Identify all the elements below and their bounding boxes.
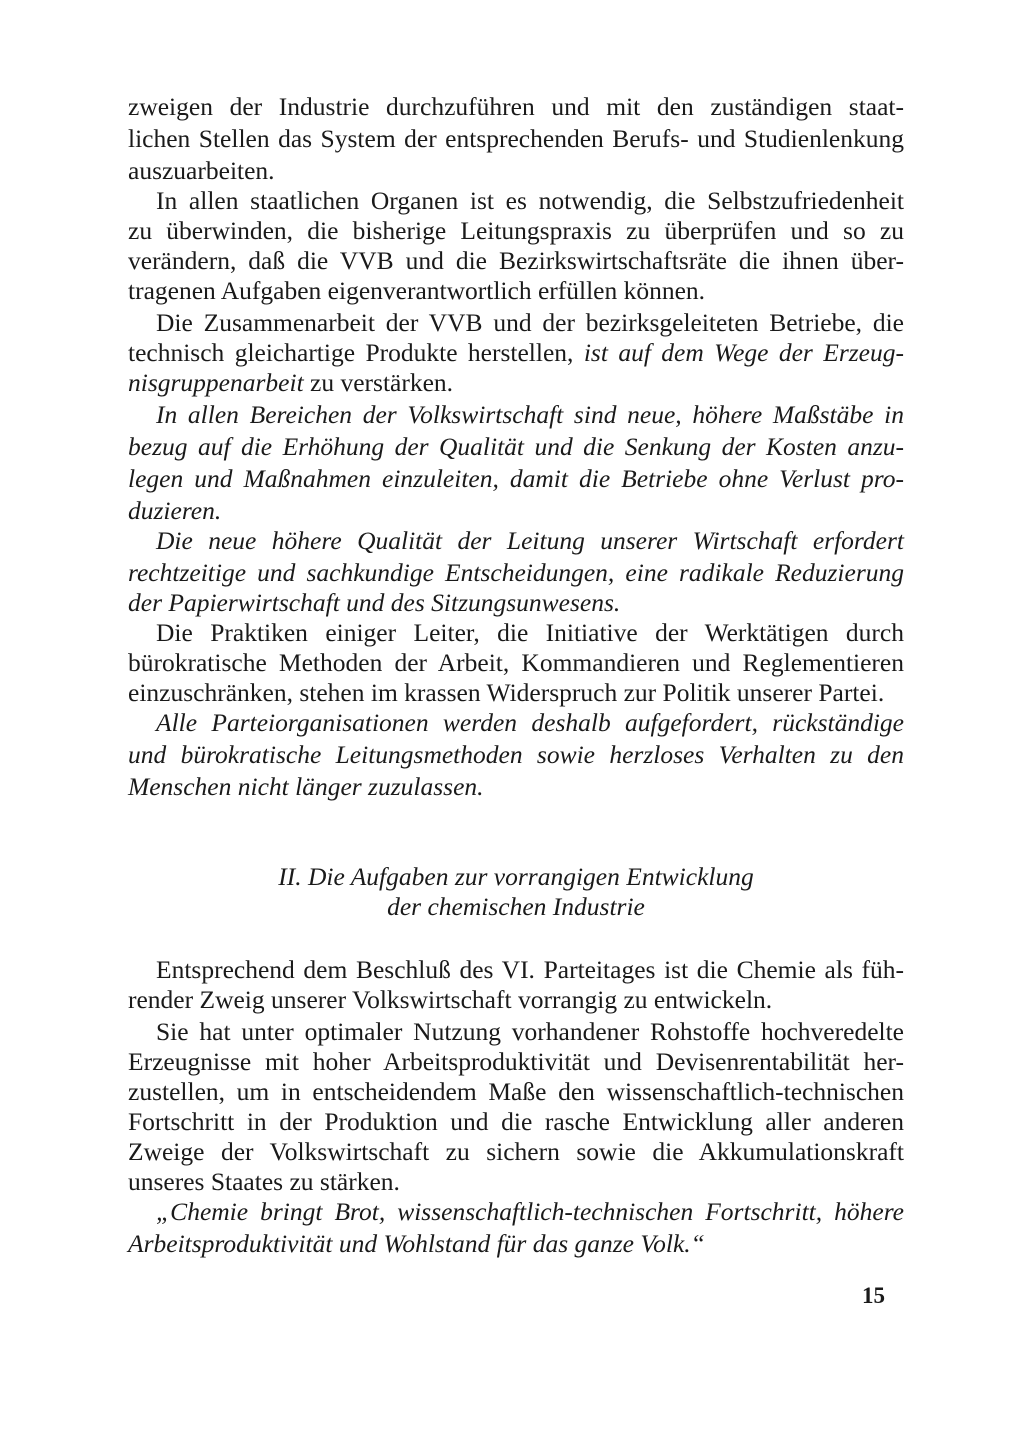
text-line: Die Zusammenarbeit der VVB und der bezirksgeleiteten Betriebe, die: [156, 308, 904, 337]
text-line: Entsprechend dem Beschluß des VI. Parteitages ist die Chemie als füh-: [156, 955, 904, 984]
text-line: bürokratische Methoden der Arbeit, Kommandieren und Reglementieren: [128, 648, 904, 677]
text-line: verändern, daß die VVB und die Bezirkswirtschaftsräte die ihnen über-: [128, 246, 904, 275]
text-line: duzieren.: [128, 496, 222, 525]
text-line: zu überwinden, die bisherige Leitungspraxis zu überprüfen und so zu: [128, 216, 904, 245]
emphasized-text: nisgruppenarbeit: [128, 368, 304, 397]
text-line: Zweige der Volkswirtschaft zu sichern sowie die Akkumulationskraft: [128, 1137, 904, 1166]
text-line: Alle Parteiorganisationen werden deshalb aufgefordert, rückständige: [156, 708, 904, 737]
text-line: bezug auf die Erhöhung der Qualität und die Senkung der Kosten anzu-: [128, 432, 904, 461]
text-segment: zu verstärken.: [303, 368, 454, 397]
text-line: Die neue höhere Qualität der Leitung unserer Wirtschaft erfordert: [156, 526, 904, 555]
emphasized-text: ist auf dem Wege der Erzeug-: [583, 338, 904, 367]
text-line: In allen Bereichen der Volkswirtschaft sind neue, höhere Maßstäbe in: [156, 400, 904, 429]
text-line: legen und Maßnahmen einzuleiten, damit die Betriebe ohne Verlust pro-: [128, 464, 904, 493]
text-line: unseres Staates zu stärken.: [128, 1167, 400, 1196]
text-line: Sie hat unter optimaler Nutzung vorhandener Rohstoffe hochveredelte: [156, 1017, 904, 1046]
text-line: Menschen nicht länger zuzulassen.: [128, 772, 484, 801]
text-segment: technisch gleichartige Produkte herstellen,: [128, 338, 584, 367]
text-line: [128, 338, 904, 368]
text-line: Die Praktiken einiger Leiter, die Initiative der Werktätigen durch: [156, 618, 904, 647]
text-line: einzuschränken, stehen im krassen Widerspruch zur Politik unserer Partei.: [128, 678, 885, 707]
page-number: 15: [862, 1283, 885, 1308]
text-line: lichen Stellen das System der entsprechenden Berufs- und Studienlenkung: [128, 124, 904, 153]
text-line: zustellen, um in entscheidendem Maße den wissenschaftlich-technischen: [128, 1077, 904, 1106]
quote-line: „Chemie bringt Brot, wissenschaftlich-technischen Fortschritt, höhere: [156, 1197, 904, 1226]
quote-line: Arbeitsproduktivität und Wohlstand für das ganze Volk.“: [128, 1229, 705, 1258]
text-line: Fortschritt in der Produktion und die rasche Entwicklung aller anderen: [128, 1107, 904, 1136]
text-line: tragenen Aufgaben eigenverantwortlich erfüllen können.: [128, 276, 706, 305]
text-line: [128, 368, 904, 398]
text-line: auszuarbeiten.: [128, 156, 275, 185]
text-line: render Zweig unserer Volkswirtschaft vorrangig zu entwickeln.: [128, 985, 773, 1014]
text-line: der Papierwirtschaft und des Sitzungsunwesens.: [128, 588, 621, 617]
text-line: rechtzeitige und sachkundige Entscheidungen, eine radikale Reduzierung: [128, 558, 904, 587]
text-line: Erzeugnisse mit hoher Arbeitsproduktivität und Devisenrentabilität her-: [128, 1047, 904, 1076]
section-heading: II. Die Aufgaben zur vorrangigen Entwicklung: [278, 862, 754, 891]
text-line: zweigen der Industrie durchzuführen und mit den zuständigen staat-: [128, 92, 904, 121]
text-line: In allen staatlichen Organen ist es notwendig, die Selbstzufriedenheit: [156, 186, 904, 215]
section-heading: der chemischen Industrie: [387, 892, 645, 921]
text-line: und bürokratische Leitungsmethoden sowie herzloses Verhalten zu den: [128, 740, 904, 769]
